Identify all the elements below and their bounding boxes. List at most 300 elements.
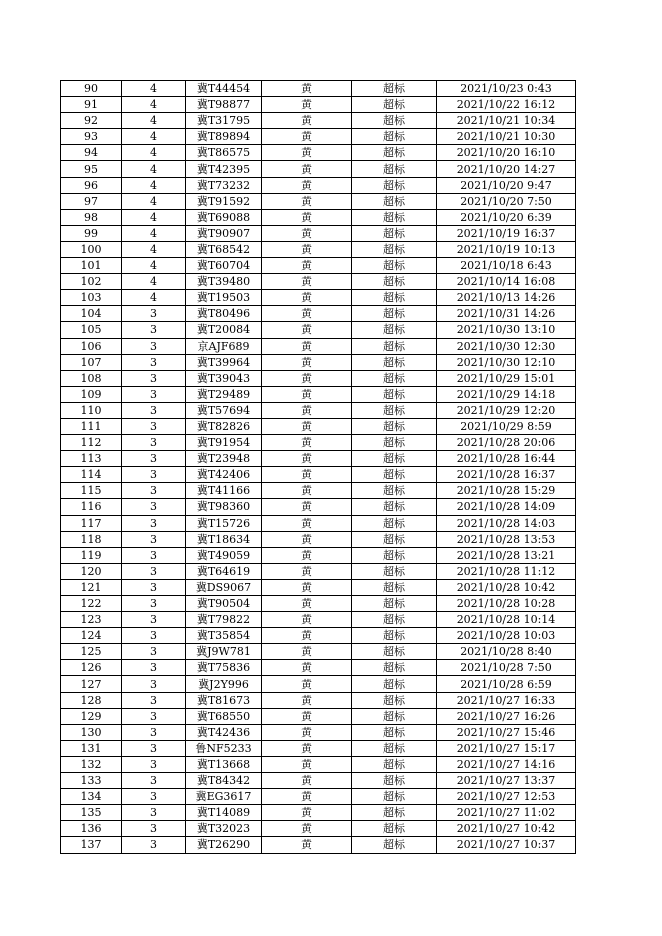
status-cell: 超标 — [352, 370, 437, 386]
status-cell: 超标 — [352, 708, 437, 724]
count-cell: 3 — [122, 708, 186, 724]
plate-color-cell: 黄 — [262, 129, 352, 145]
row-number-cell: 110 — [61, 402, 122, 418]
status-cell: 超标 — [352, 225, 437, 241]
table-row — [61, 579, 576, 595]
table-row — [61, 113, 576, 129]
datetime-cell: 2021/10/23 0:43 — [437, 81, 576, 97]
row-number-cell: 115 — [61, 483, 122, 499]
count-cell: 4 — [122, 225, 186, 241]
status-cell: 超标 — [352, 209, 437, 225]
plate-number-cell: 冀T35854 — [186, 628, 262, 644]
count-cell: 3 — [122, 435, 186, 451]
datetime-cell: 2021/10/28 10:14 — [437, 612, 576, 628]
row-number-cell: 136 — [61, 821, 122, 837]
plate-color-cell: 黄 — [262, 306, 352, 322]
count-cell: 3 — [122, 418, 186, 434]
count-cell: 3 — [122, 805, 186, 821]
table-row — [61, 708, 576, 724]
table-row — [61, 596, 576, 612]
datetime-cell: 2021/10/27 15:17 — [437, 740, 576, 756]
status-cell: 超标 — [352, 322, 437, 338]
row-number-cell: 105 — [61, 322, 122, 338]
datetime-cell: 2021/10/28 16:37 — [437, 467, 576, 483]
count-cell: 4 — [122, 81, 186, 97]
row-number-cell: 113 — [61, 451, 122, 467]
table-body — [61, 81, 576, 854]
plate-color-cell: 黄 — [262, 596, 352, 612]
table-row — [61, 306, 576, 322]
count-cell: 4 — [122, 258, 186, 274]
datetime-cell: 2021/10/29 12:20 — [437, 402, 576, 418]
table-row — [61, 499, 576, 515]
plate-color-cell: 黄 — [262, 81, 352, 97]
table-row — [61, 145, 576, 161]
plate-number-cell: 冀T19503 — [186, 290, 262, 306]
row-number-cell: 128 — [61, 692, 122, 708]
plate-color-cell: 黄 — [262, 773, 352, 789]
plate-number-cell: 冀T49059 — [186, 547, 262, 563]
row-number-cell: 116 — [61, 499, 122, 515]
table-row — [61, 177, 576, 193]
count-cell: 3 — [122, 483, 186, 499]
row-number-cell: 106 — [61, 338, 122, 354]
plate-number-cell: 冀T68542 — [186, 241, 262, 257]
count-cell: 3 — [122, 354, 186, 370]
datetime-cell: 2021/10/28 11:12 — [437, 563, 576, 579]
plate-color-cell: 黄 — [262, 354, 352, 370]
plate-number-cell: 冀DS9067 — [186, 579, 262, 595]
plate-number-cell: 冀T91954 — [186, 435, 262, 451]
count-cell: 4 — [122, 290, 186, 306]
count-cell: 3 — [122, 837, 186, 853]
plate-number-cell: 冀T31795 — [186, 113, 262, 129]
plate-color-cell: 黄 — [262, 322, 352, 338]
table-row — [61, 386, 576, 402]
status-cell: 超标 — [352, 290, 437, 306]
row-number-cell: 126 — [61, 660, 122, 676]
datetime-cell: 2021/10/19 10:13 — [437, 241, 576, 257]
status-cell: 超标 — [352, 451, 437, 467]
status-cell: 超标 — [352, 821, 437, 837]
table-row — [61, 161, 576, 177]
count-cell: 3 — [122, 596, 186, 612]
datetime-cell: 2021/10/30 12:30 — [437, 338, 576, 354]
plate-color-cell: 黄 — [262, 547, 352, 563]
table-row — [61, 97, 576, 113]
count-cell: 4 — [122, 145, 186, 161]
table-row — [61, 756, 576, 772]
count-cell: 3 — [122, 579, 186, 595]
status-cell: 超标 — [352, 354, 437, 370]
plate-number-cell: 冀T44454 — [186, 81, 262, 97]
table-row — [61, 724, 576, 740]
count-cell: 3 — [122, 628, 186, 644]
table-row — [61, 209, 576, 225]
table-row — [61, 193, 576, 209]
plate-number-cell: 冀T39964 — [186, 354, 262, 370]
count-cell: 3 — [122, 612, 186, 628]
plate-number-cell: 京AJF689 — [186, 338, 262, 354]
plate-number-cell: 冀J2Y996 — [186, 676, 262, 692]
table-row — [61, 418, 576, 434]
plate-number-cell: 冀T42395 — [186, 161, 262, 177]
table-row — [61, 547, 576, 563]
datetime-cell: 2021/10/20 6:39 — [437, 209, 576, 225]
count-cell: 3 — [122, 660, 186, 676]
row-number-cell: 103 — [61, 290, 122, 306]
plate-color-cell: 黄 — [262, 451, 352, 467]
plate-color-cell: 黄 — [262, 258, 352, 274]
plate-color-cell: 黄 — [262, 628, 352, 644]
plate-number-cell: 冀T98877 — [186, 97, 262, 113]
count-cell: 3 — [122, 692, 186, 708]
plate-color-cell: 黄 — [262, 563, 352, 579]
plate-number-cell: 冀T18634 — [186, 531, 262, 547]
count-cell: 3 — [122, 467, 186, 483]
plate-color-cell: 黄 — [262, 789, 352, 805]
count-cell: 4 — [122, 241, 186, 257]
table-row — [61, 628, 576, 644]
row-number-cell: 127 — [61, 676, 122, 692]
status-cell: 超标 — [352, 81, 437, 97]
count-cell: 3 — [122, 531, 186, 547]
plate-number-cell: 冀T98360 — [186, 499, 262, 515]
row-number-cell: 95 — [61, 161, 122, 177]
datetime-cell: 2021/10/21 10:34 — [437, 113, 576, 129]
status-cell: 超标 — [352, 837, 437, 853]
row-number-cell: 134 — [61, 789, 122, 805]
plate-color-cell: 黄 — [262, 708, 352, 724]
row-number-cell: 129 — [61, 708, 122, 724]
datetime-cell: 2021/10/28 10:42 — [437, 579, 576, 595]
plate-number-cell: 冀T80496 — [186, 306, 262, 322]
datetime-cell: 2021/10/27 10:37 — [437, 837, 576, 853]
plate-number-cell: 冀T14089 — [186, 805, 262, 821]
count-cell: 3 — [122, 724, 186, 740]
table-row — [61, 129, 576, 145]
count-cell: 3 — [122, 402, 186, 418]
count-cell: 4 — [122, 274, 186, 290]
status-cell: 超标 — [352, 435, 437, 451]
table-row — [61, 274, 576, 290]
plate-color-cell: 黄 — [262, 113, 352, 129]
status-cell: 超标 — [352, 563, 437, 579]
table-row — [61, 225, 576, 241]
table-row — [61, 773, 576, 789]
plate-number-cell: 冀T39480 — [186, 274, 262, 290]
plate-number-cell: 冀T42406 — [186, 467, 262, 483]
table-row — [61, 435, 576, 451]
status-cell: 超标 — [352, 579, 437, 595]
count-cell: 3 — [122, 451, 186, 467]
datetime-cell: 2021/10/19 16:37 — [437, 225, 576, 241]
row-number-cell: 94 — [61, 145, 122, 161]
datetime-cell: 2021/10/20 7:50 — [437, 193, 576, 209]
count-cell: 4 — [122, 193, 186, 209]
plate-color-cell: 黄 — [262, 644, 352, 660]
datetime-cell: 2021/10/29 8:59 — [437, 418, 576, 434]
datetime-cell: 2021/10/27 13:37 — [437, 773, 576, 789]
status-cell: 超标 — [352, 531, 437, 547]
table-row — [61, 241, 576, 257]
table-row — [61, 81, 576, 97]
datetime-cell: 2021/10/28 15:29 — [437, 483, 576, 499]
datetime-cell: 2021/10/27 15:46 — [437, 724, 576, 740]
plate-number-cell: 冀T82826 — [186, 418, 262, 434]
status-cell: 超标 — [352, 193, 437, 209]
datetime-cell: 2021/10/29 14:18 — [437, 386, 576, 402]
row-number-cell: 108 — [61, 370, 122, 386]
datetime-cell: 2021/10/27 11:02 — [437, 805, 576, 821]
count-cell: 4 — [122, 161, 186, 177]
status-cell: 超标 — [352, 386, 437, 402]
plate-color-cell: 黄 — [262, 805, 352, 821]
plate-number-cell: 冀T26290 — [186, 837, 262, 853]
table-row — [61, 676, 576, 692]
row-number-cell: 90 — [61, 81, 122, 97]
count-cell: 3 — [122, 547, 186, 563]
plate-number-cell: 冀T90907 — [186, 225, 262, 241]
status-cell: 超标 — [352, 628, 437, 644]
table-row — [61, 322, 576, 338]
row-number-cell: 98 — [61, 209, 122, 225]
plate-color-cell: 黄 — [262, 161, 352, 177]
plate-color-cell: 黄 — [262, 676, 352, 692]
status-cell: 超标 — [352, 805, 437, 821]
plate-color-cell: 黄 — [262, 531, 352, 547]
plate-number-cell: 冀T15726 — [186, 515, 262, 531]
row-number-cell: 131 — [61, 740, 122, 756]
count-cell: 3 — [122, 821, 186, 837]
count-cell: 4 — [122, 97, 186, 113]
plate-number-cell: 冀T20084 — [186, 322, 262, 338]
plate-number-cell: 鲁NF5233 — [186, 740, 262, 756]
datetime-cell: 2021/10/27 14:16 — [437, 756, 576, 772]
plate-number-cell: 冀T32023 — [186, 821, 262, 837]
plate-number-cell: 冀T68550 — [186, 708, 262, 724]
plate-number-cell: 冀T60704 — [186, 258, 262, 274]
plate-color-cell: 黄 — [262, 402, 352, 418]
status-cell: 超标 — [352, 724, 437, 740]
table-row — [61, 370, 576, 386]
row-number-cell: 125 — [61, 644, 122, 660]
table-row — [61, 563, 576, 579]
datetime-cell: 2021/10/20 9:47 — [437, 177, 576, 193]
plate-color-cell: 黄 — [262, 692, 352, 708]
row-number-cell: 99 — [61, 225, 122, 241]
table-row — [61, 467, 576, 483]
row-number-cell: 123 — [61, 612, 122, 628]
row-number-cell: 100 — [61, 241, 122, 257]
row-number-cell: 114 — [61, 467, 122, 483]
plate-number-cell: 冀T79822 — [186, 612, 262, 628]
datetime-cell: 2021/10/30 13:10 — [437, 322, 576, 338]
row-number-cell: 124 — [61, 628, 122, 644]
table-row — [61, 483, 576, 499]
table-row — [61, 821, 576, 837]
count-cell: 3 — [122, 370, 186, 386]
status-cell: 超标 — [352, 145, 437, 161]
row-number-cell: 133 — [61, 773, 122, 789]
datetime-cell: 2021/10/28 20:06 — [437, 435, 576, 451]
plate-number-cell: 冀T23948 — [186, 451, 262, 467]
datetime-cell: 2021/10/28 8:40 — [437, 644, 576, 660]
table-row — [61, 692, 576, 708]
datetime-cell: 2021/10/14 16:08 — [437, 274, 576, 290]
status-cell: 超标 — [352, 660, 437, 676]
plate-number-cell: 冀T39043 — [186, 370, 262, 386]
row-number-cell: 112 — [61, 435, 122, 451]
table-row — [61, 515, 576, 531]
row-number-cell: 119 — [61, 547, 122, 563]
plate-number-cell: 冀T90504 — [186, 596, 262, 612]
plate-number-cell: 冀T84342 — [186, 773, 262, 789]
plate-number-cell: 冀T69088 — [186, 209, 262, 225]
datetime-cell: 2021/10/27 16:26 — [437, 708, 576, 724]
plate-color-cell: 黄 — [262, 370, 352, 386]
table-row — [61, 789, 576, 805]
row-number-cell: 122 — [61, 596, 122, 612]
plate-color-cell: 黄 — [262, 225, 352, 241]
status-cell: 超标 — [352, 596, 437, 612]
plate-color-cell: 黄 — [262, 290, 352, 306]
table-row — [61, 451, 576, 467]
datetime-cell: 2021/10/31 14:26 — [437, 306, 576, 322]
count-cell: 3 — [122, 740, 186, 756]
table-row — [61, 290, 576, 306]
row-number-cell: 92 — [61, 113, 122, 129]
plate-color-cell: 黄 — [262, 756, 352, 772]
plate-color-cell: 黄 — [262, 338, 352, 354]
row-number-cell: 91 — [61, 97, 122, 113]
data-table — [60, 80, 576, 854]
datetime-cell: 2021/10/29 15:01 — [437, 370, 576, 386]
plate-color-cell: 黄 — [262, 837, 352, 853]
plate-color-cell: 黄 — [262, 145, 352, 161]
plate-color-cell: 黄 — [262, 193, 352, 209]
datetime-cell: 2021/10/20 16:10 — [437, 145, 576, 161]
count-cell: 4 — [122, 209, 186, 225]
datetime-cell: 2021/10/27 16:33 — [437, 692, 576, 708]
plate-number-cell: 冀J9W781 — [186, 644, 262, 660]
row-number-cell: 137 — [61, 837, 122, 853]
row-number-cell: 130 — [61, 724, 122, 740]
row-number-cell: 97 — [61, 193, 122, 209]
row-number-cell: 120 — [61, 563, 122, 579]
status-cell: 超标 — [352, 241, 437, 257]
row-number-cell: 121 — [61, 579, 122, 595]
plate-number-cell: 冀EG3617 — [186, 789, 262, 805]
plate-number-cell: 冀T73232 — [186, 177, 262, 193]
count-cell: 3 — [122, 676, 186, 692]
datetime-cell: 2021/10/22 16:12 — [437, 97, 576, 113]
status-cell: 超标 — [352, 773, 437, 789]
plate-color-cell: 黄 — [262, 386, 352, 402]
count-cell: 4 — [122, 113, 186, 129]
plate-color-cell: 黄 — [262, 467, 352, 483]
status-cell: 超标 — [352, 499, 437, 515]
status-cell: 超标 — [352, 274, 437, 290]
plate-color-cell: 黄 — [262, 612, 352, 628]
plate-color-cell: 黄 — [262, 177, 352, 193]
row-number-cell: 93 — [61, 129, 122, 145]
count-cell: 3 — [122, 789, 186, 805]
plate-color-cell: 黄 — [262, 740, 352, 756]
plate-number-cell: 冀T86575 — [186, 145, 262, 161]
datetime-cell: 2021/10/27 10:42 — [437, 821, 576, 837]
table-row — [61, 740, 576, 756]
count-cell: 3 — [122, 515, 186, 531]
plate-number-cell: 冀T89894 — [186, 129, 262, 145]
count-cell: 4 — [122, 129, 186, 145]
datetime-cell: 2021/10/28 10:03 — [437, 628, 576, 644]
status-cell: 超标 — [352, 161, 437, 177]
plate-number-cell: 冀T91592 — [186, 193, 262, 209]
status-cell: 超标 — [352, 338, 437, 354]
plate-number-cell: 冀T29489 — [186, 386, 262, 402]
status-cell: 超标 — [352, 644, 437, 660]
plate-color-cell: 黄 — [262, 97, 352, 113]
datetime-cell: 2021/10/28 14:09 — [437, 499, 576, 515]
plate-number-cell: 冀T81673 — [186, 692, 262, 708]
count-cell: 3 — [122, 386, 186, 402]
plate-color-cell: 黄 — [262, 515, 352, 531]
row-number-cell: 118 — [61, 531, 122, 547]
datetime-cell: 2021/10/28 16:44 — [437, 451, 576, 467]
row-number-cell: 117 — [61, 515, 122, 531]
status-cell: 超标 — [352, 612, 437, 628]
row-number-cell: 102 — [61, 274, 122, 290]
table-row — [61, 338, 576, 354]
count-cell: 3 — [122, 773, 186, 789]
datetime-cell: 2021/10/18 6:43 — [437, 258, 576, 274]
status-cell: 超标 — [352, 789, 437, 805]
plate-color-cell: 黄 — [262, 660, 352, 676]
status-cell: 超标 — [352, 692, 437, 708]
status-cell: 超标 — [352, 418, 437, 434]
datetime-cell: 2021/10/28 14:03 — [437, 515, 576, 531]
status-cell: 超标 — [352, 483, 437, 499]
plate-number-cell: 冀T41166 — [186, 483, 262, 499]
count-cell: 3 — [122, 338, 186, 354]
plate-color-cell: 黄 — [262, 579, 352, 595]
plate-color-cell: 黄 — [262, 435, 352, 451]
status-cell: 超标 — [352, 676, 437, 692]
table-row — [61, 660, 576, 676]
count-cell: 3 — [122, 499, 186, 515]
status-cell: 超标 — [352, 515, 437, 531]
datetime-cell: 2021/10/27 12:53 — [437, 789, 576, 805]
row-number-cell: 132 — [61, 756, 122, 772]
status-cell: 超标 — [352, 113, 437, 129]
status-cell: 超标 — [352, 97, 437, 113]
plate-number-cell: 冀T13668 — [186, 756, 262, 772]
table-row — [61, 354, 576, 370]
status-cell: 超标 — [352, 740, 437, 756]
row-number-cell: 135 — [61, 805, 122, 821]
count-cell: 3 — [122, 644, 186, 660]
datetime-cell: 2021/10/28 10:28 — [437, 596, 576, 612]
status-cell: 超标 — [352, 258, 437, 274]
datetime-cell: 2021/10/28 7:50 — [437, 660, 576, 676]
status-cell: 超标 — [352, 177, 437, 193]
count-cell: 3 — [122, 563, 186, 579]
status-cell: 超标 — [352, 306, 437, 322]
table-row — [61, 258, 576, 274]
datetime-cell: 2021/10/28 13:21 — [437, 547, 576, 563]
row-number-cell: 104 — [61, 306, 122, 322]
